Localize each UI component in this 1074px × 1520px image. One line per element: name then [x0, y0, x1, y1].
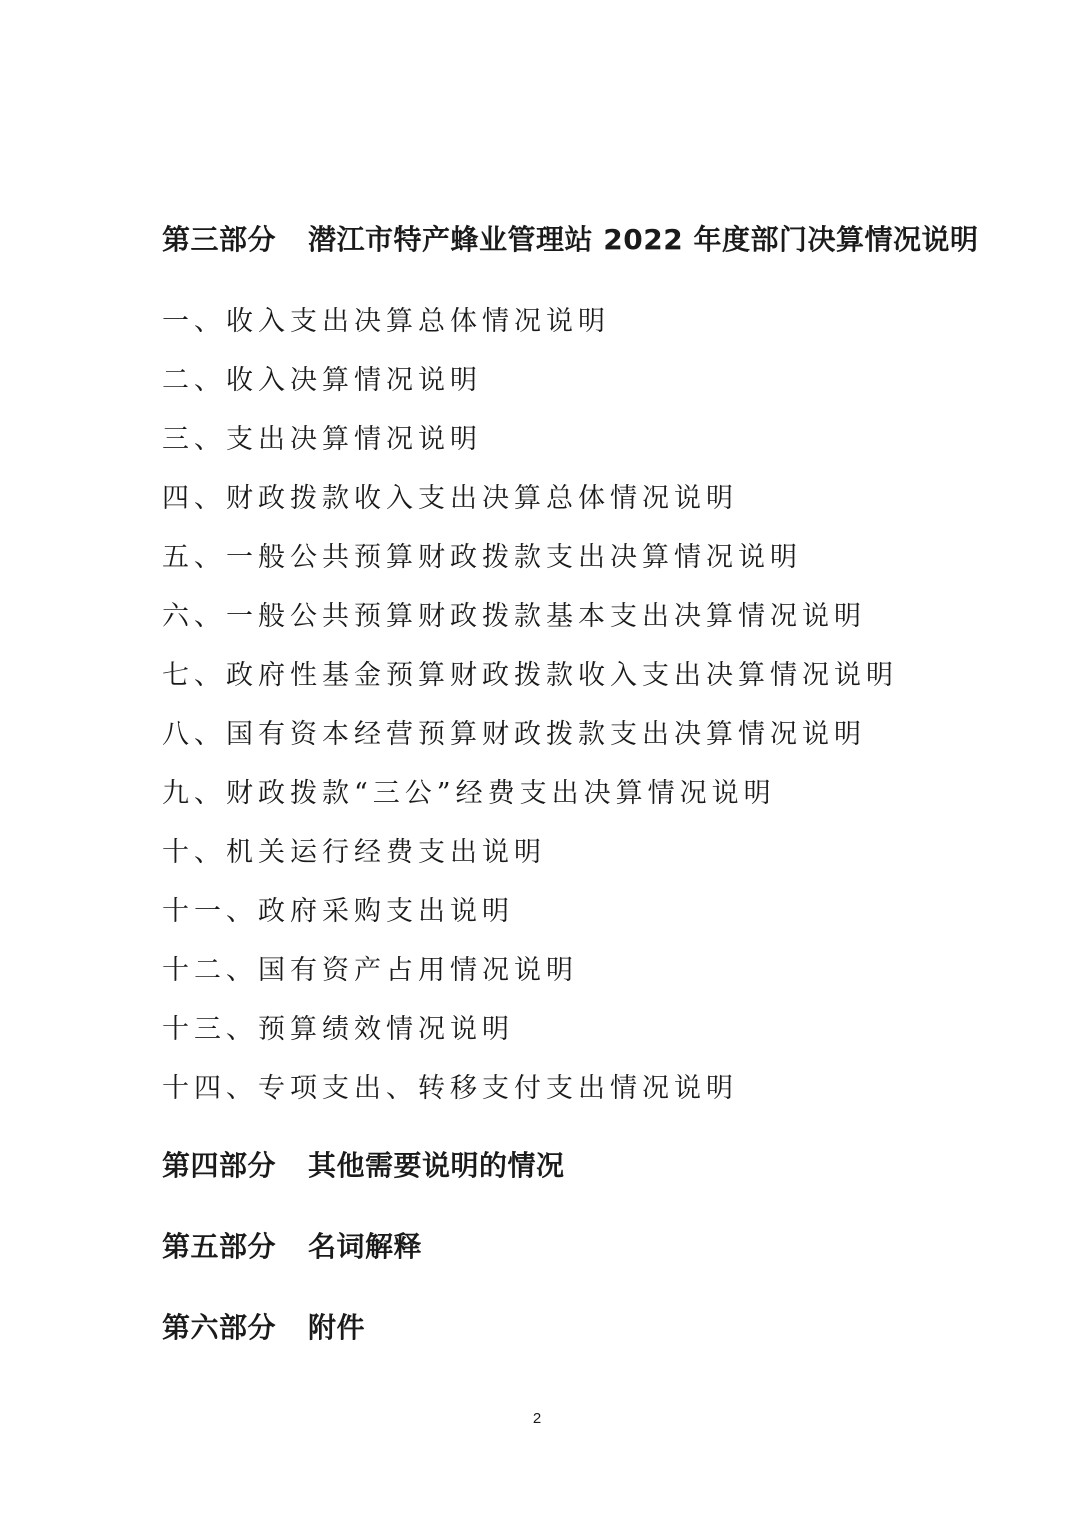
toc-item: 七、政府性基金预算财政拨款收入支出决算情况说明	[162, 660, 898, 691]
part4-title: 其他需要说明的情况	[308, 1149, 565, 1182]
part3-title: 潜江市特产蜂业管理站 2022 年度部门决算情况说明	[308, 223, 979, 256]
toc-item: 十、机关运行经费支出说明	[162, 837, 546, 868]
toc-item: 九、财政拨款“三公”经费支出决算情况说明	[162, 778, 776, 809]
toc-item: 十三、预算绩效情况说明	[162, 1014, 514, 1045]
toc-item: 六、一般公共预算财政拨款基本支出决算情况说明	[162, 601, 866, 632]
part5-heading	[162, 1230, 422, 1264]
page-number: 2	[532, 1410, 542, 1427]
toc-item: 四、财政拨款收入支出决算总体情况说明	[162, 483, 738, 514]
toc-item: 十四、专项支出、转移支付支出情况说明	[162, 1073, 738, 1104]
toc-item: 二、收入决算情况说明	[162, 365, 482, 396]
toc-list	[162, 302, 898, 1128]
part4-label: 第四部分	[162, 1149, 277, 1182]
part3-label: 第三部分	[162, 223, 277, 256]
part4-heading	[162, 1149, 565, 1183]
part5-label: 第五部分	[162, 1230, 277, 1263]
part6-title: 附件	[308, 1311, 366, 1344]
toc-item: 十一、政府采购支出说明	[162, 896, 514, 927]
part5-title: 名词解释	[308, 1230, 423, 1263]
part6-label: 第六部分	[162, 1311, 277, 1344]
toc-item: 十二、国有资产占用情况说明	[162, 955, 578, 986]
toc-item: 一、收入支出决算总体情况说明	[162, 306, 610, 337]
part3-heading	[162, 223, 978, 257]
toc-item: 五、一般公共预算财政拨款支出决算情况说明	[162, 542, 802, 573]
part6-heading	[162, 1311, 365, 1345]
toc-item: 三、支出决算情况说明	[162, 424, 482, 455]
toc-item: 八、国有资本经营预算财政拨款支出决算情况说明	[162, 719, 866, 750]
